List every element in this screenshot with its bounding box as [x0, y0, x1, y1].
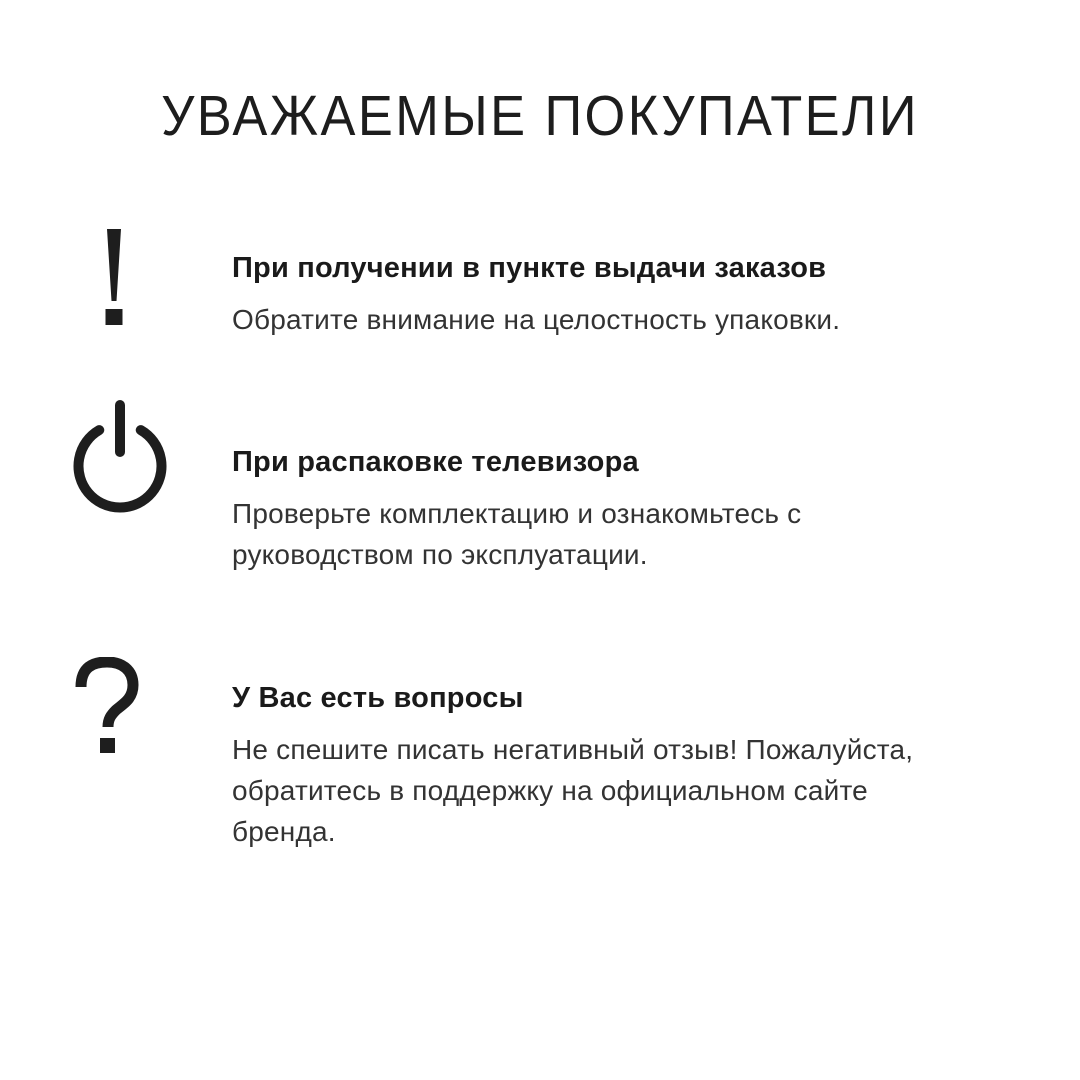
notice-section-questions [232, 681, 992, 852]
question-mark-icon [73, 657, 141, 760]
section-heading: При получении в пункте выдачи заказов [232, 252, 827, 284]
notice-section-unpacking [232, 445, 992, 575]
body-line: обратитесь в поддержку на официальном сайте [232, 775, 868, 806]
section-heading: При распаковке телевизора [232, 446, 639, 478]
section-body [232, 299, 992, 340]
body-line: бренда. [232, 816, 336, 847]
section-body [232, 729, 992, 852]
page-title: УВАЖАЕМЫЕ ПОКУПАТЕЛИ [161, 85, 919, 148]
section-heading: У Вас есть вопросы [232, 682, 524, 714]
power-icon [70, 398, 170, 519]
body-line: руководством по эксплуатации. [232, 539, 648, 570]
exclamation-icon [104, 229, 124, 331]
body-line: Обратите внимание на целостность упаковки. [232, 304, 841, 335]
body-line: Проверьте комплектацию и ознакомьтесь с [232, 498, 802, 529]
section-body [232, 493, 992, 575]
notice-section-pickup [232, 251, 992, 340]
body-line: Не спешите писать негативный отзыв! Пожалуйста, [232, 734, 914, 765]
